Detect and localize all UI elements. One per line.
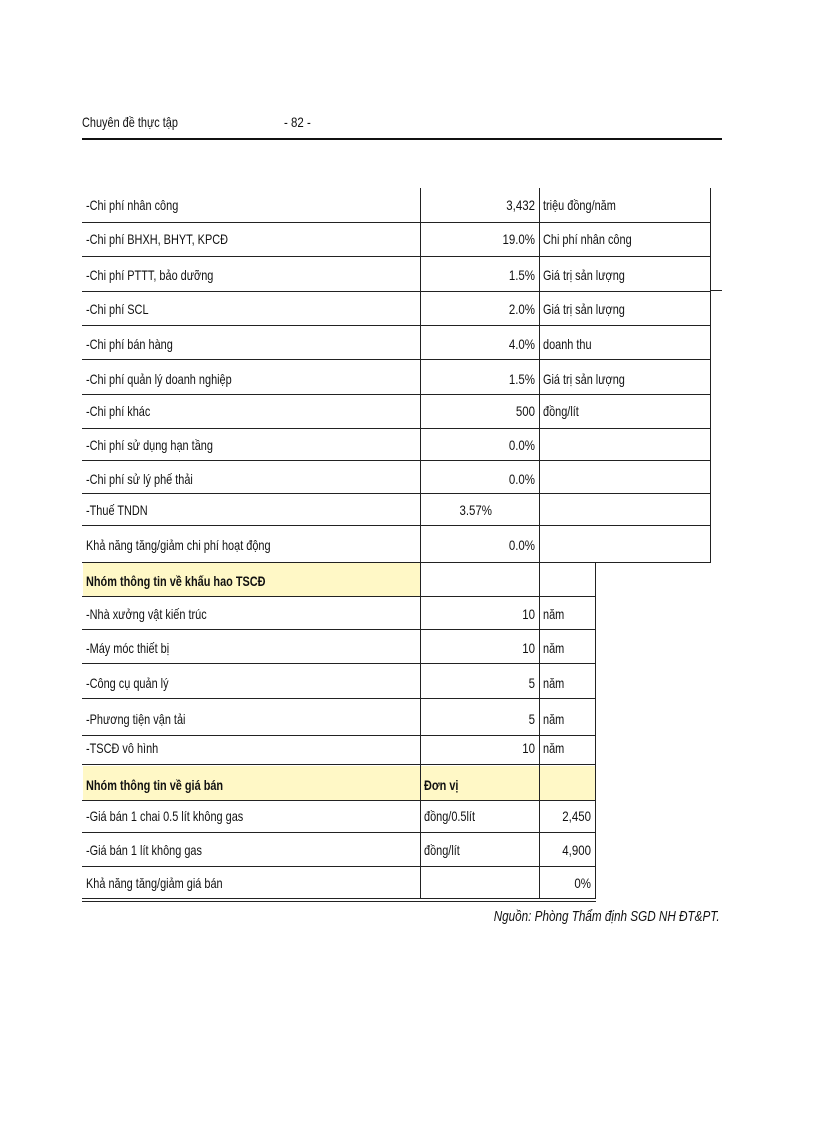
cost-col-divider-2 xyxy=(539,188,540,562)
dep-value: 5 xyxy=(528,711,535,727)
row-rule xyxy=(82,596,596,597)
cost-label: -Chi phí BHXH, BHYT, KPCĐ xyxy=(86,231,229,247)
cost-col-divider-1 xyxy=(420,188,421,562)
price-col-divider-2 xyxy=(539,764,540,898)
cost-label: -Thuế TNDN xyxy=(86,502,148,518)
cost-unit: Chi phí nhân công xyxy=(543,231,632,247)
cost-value: 0.0% xyxy=(508,437,535,453)
dep-unit: năm xyxy=(543,740,565,756)
price-value: 4,900 xyxy=(562,842,591,858)
price-label: Khả năng tăng/giảm giá bán xyxy=(86,875,223,891)
row-rule xyxy=(82,493,711,494)
price-unit: đồng/lít xyxy=(424,842,460,858)
dep-unit: năm xyxy=(543,711,565,727)
dep-label: -Phương tiện vận tải xyxy=(86,711,186,727)
row-rule xyxy=(82,428,711,429)
row-rule xyxy=(82,256,711,257)
price-col-divider-1 xyxy=(420,764,421,898)
dep-unit: năm xyxy=(543,640,565,656)
doc-title: Chuyên đề thực tập xyxy=(82,114,178,130)
cost-value: 3,432 xyxy=(506,197,535,213)
row-rule xyxy=(82,832,596,833)
cost-label: -Chi phí khác xyxy=(86,403,151,419)
cost-value: 19.0% xyxy=(502,231,535,247)
cost-value: 500 xyxy=(515,403,535,419)
row-rule xyxy=(82,525,711,526)
price-label: -Giá bán 1 chai 0.5 lít không gas xyxy=(86,808,244,824)
cost-label: -Chi phí nhân công xyxy=(86,197,179,213)
price-unit-heading: Đơn vị xyxy=(424,777,459,793)
cost-unit: Giá trị sản lượng xyxy=(543,301,625,317)
cost-label: -Chi phí SCL xyxy=(86,301,149,317)
row-rule xyxy=(82,222,711,223)
depreciation-heading: Nhóm thông tin về khấu hao TSCĐ xyxy=(86,573,266,589)
cost-label: -Chi phí sử dụng hạn tầng xyxy=(86,437,213,453)
price-label: -Giá bán 1 lít không gas xyxy=(86,842,202,858)
row-rule xyxy=(82,460,711,461)
cost-value: 2.0% xyxy=(508,301,535,317)
dep-unit: năm xyxy=(543,606,565,622)
cost-label: -Chi phí quản lý doanh nghiệp xyxy=(86,371,232,387)
dep-unit: năm xyxy=(543,675,565,691)
cost-value: 1.5% xyxy=(508,371,535,387)
cost-label: -Chi phí PTTT, bảo dưỡng xyxy=(86,267,214,283)
row-rule xyxy=(82,764,596,765)
table-bottom-rule-double xyxy=(82,901,596,902)
table-bottom-rule xyxy=(82,898,596,899)
page-header xyxy=(82,112,722,140)
row-rule xyxy=(82,735,596,736)
cost-label: -Chi phí sử lý phế thải xyxy=(86,471,193,487)
cost-unit: Giá trị sản lượng xyxy=(543,371,625,387)
price-heading: Nhóm thông tin về giá bán xyxy=(86,777,224,793)
row-rule xyxy=(82,291,711,292)
dep-label: -Công cụ quản lý xyxy=(86,675,169,691)
dep-value: 10 xyxy=(522,740,535,756)
price-value: 0% xyxy=(574,875,591,891)
cost-side-tick xyxy=(710,290,722,291)
cost-unit: Giá trị sản lượng xyxy=(543,267,625,283)
dep-label: -Máy móc thiết bị xyxy=(86,640,170,656)
cost-value: 4.0% xyxy=(508,336,535,352)
row-rule xyxy=(82,394,711,395)
page-number: - 82 - xyxy=(284,114,311,130)
row-rule xyxy=(82,800,596,801)
dep-label: -Nhà xưởng vật kiến trúc xyxy=(86,606,207,622)
row-rule xyxy=(82,629,596,630)
row-rule xyxy=(82,698,596,699)
cost-value: 0.0% xyxy=(508,471,535,487)
cost-value: 1.5% xyxy=(508,267,535,283)
cost-unit: triệu đồng/năm xyxy=(543,197,616,213)
row-rule xyxy=(82,663,596,664)
cost-unit: doanh thu xyxy=(543,336,592,352)
dep-label: -TSCĐ vô hình xyxy=(86,740,159,756)
row-rule xyxy=(82,866,596,867)
dep-value: 10 xyxy=(522,640,535,656)
row-rule xyxy=(82,359,711,360)
price-value: 2,450 xyxy=(562,808,591,824)
source-note: Nguồn: Phòng Thẩm định SGD NH ĐT&PT. xyxy=(494,908,720,925)
dep-value: 10 xyxy=(522,606,535,622)
cost-label: Khả năng tăng/giảm chi phí hoạt động xyxy=(86,537,271,553)
cost-label: -Chi phí bán hàng xyxy=(86,336,173,352)
cost-value: 3.57% xyxy=(459,502,492,518)
cost-value: 0.0% xyxy=(508,537,535,553)
row-rule xyxy=(82,325,711,326)
cost-unit: đồng/lít xyxy=(543,403,579,419)
price-right-border xyxy=(595,764,596,898)
dep-value: 5 xyxy=(528,675,535,691)
cost-right-border xyxy=(710,188,711,562)
price-unit: đồng/0.5lít xyxy=(424,808,476,824)
